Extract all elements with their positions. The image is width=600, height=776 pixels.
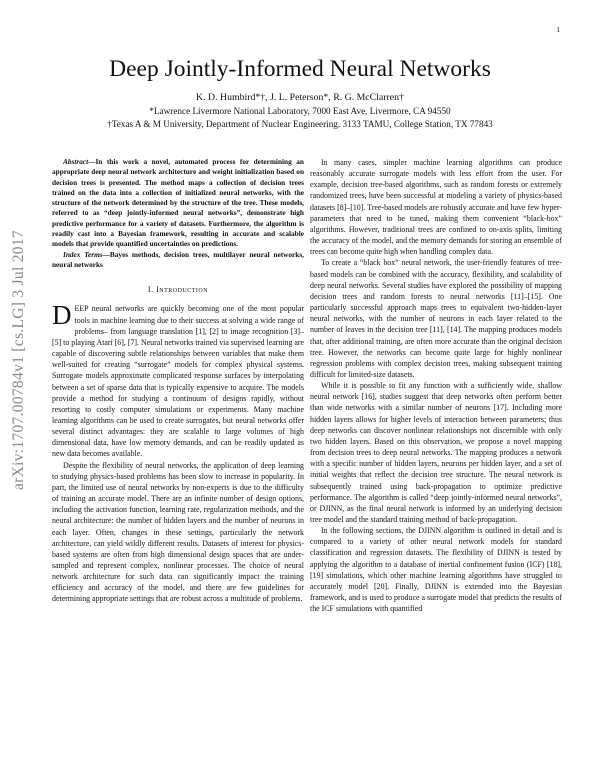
intro-paragraph-1-text: EEP neural networks are quickly becoming one of the most popular tools in machine learning due to their success at solving a wide range of problems– from language translation [1], [2] to image recognition [3]–[5] to playing Atari [6], [7]. Neural networks trained via supervised learning are capable of discovering subtle relationships between variables that make them well-suited for creating “surrogate” models for complex physical systems. Surrogate models approximate complicated response surfaces by interpolating between a set of sparse data that is typically expensive to acquire. The models provide a method for studying a continuum of designs rapidly, without resorting to costly computer simulations or experiments. Many machine learning algorithms can be used to create surrogates, but neural networks offer several distinct advantages: they are scalable to large volumes of high dimensional data, have low memory demands, and can be readily updated as new data becomes available. [52, 304, 304, 459]
right-paragraph-1: In many cases, simpler machine learning algorithms can produce reasonably accurate surrogate models with less effort from the user. For example, decision tree-based algorithms, such as random forests or extremely randomized trees, have been successful at modeling a variety of physics-based datasets [8]–[10]. Tree-based models are robustly accurate and have few hyper-parameters that need to be tuned, making them convenient “black-box” algorithms. However, traditional trees are confined to on-axis splits, limiting the accuracy of the model, and the memory demands for storing an ensemble of trees can become quite high when handling complex data. [310, 158, 562, 257]
right-paragraph-2: To create a “black box” neural network, the user-friendly features of tree-based models can be combined with the accuracy, flexibility, and scalability of deep neural networks. Several studies have explored the possibility of mapping decision trees and random forests to neural networks [11]–[15]. One particularly successful approach maps trees to equivalent two-hidden-layer neural networks, with the number of neurons in each layer related to the number of leaves in the decision tree [11], [14]. The mapping produces models that, after additional training, are often more accurate than the original decision tree. However, the networks can become quite large for highly nonlinear regression problems with complex decision trees, making subsequent training difficult for limited-size datasets. [310, 258, 562, 379]
intro-paragraph-2: Despite the flexibility of neural networks, the application of deep learning to studying physics-based problems has been slow to increase in popularity. In part, the limited use of neural networks by non-experts is due to the difficulty of training an accurate model. There are an infinite number of design options, including the activation function, learning rate, regularization methods, and the neural architecture: the number of hidden layers and the number of neurons in each layer. Often, changes in these settings, particularly the network architecture, can yield wildly different results. Datasets of interest for physics-based systems are often from high dimensional design spaces that are under-sampled and represent complex, nonlinear processes. The choice of neural network architecture for such data can significantly impact the training efficiency and accuracy of the model, and there are few guidelines for determining appropriate settings that are robust across a multitude of problems. [52, 460, 304, 604]
right-column [310, 157, 562, 614]
paper-title: Deep Jointly-Informed Neural Networks [109, 56, 491, 82]
section-heading-introduction: I. Introduction [147, 285, 209, 295]
affiliation-llnl: *Lawrence Livermore National Laboratory, 7000 East Ave, Livermore, CA 94550 [149, 106, 451, 116]
index-terms-text: —Bayes methods, decision trees, multilayer neural networks, neural networks [52, 249, 305, 269]
author-list: K. D. Humbird*†, J. L. Peterson*, R. G. McClarren† [196, 92, 404, 103]
abstract-text: —In this work a novel, automated process for determining an appropriate deep neural network architecture and weight initialization based on decision trees is presented. The method maps a collection of decision trees trained on the data into a collection of initialized neural networks, with the structure of the network determined by the structure of the tree. These models, referred to as “deep jointly-informed neural networks”, demonstrate high predictive performance for a variety of datasets. Furthermore, the algorithm is readily cast into a Bayesian framework, resulting in accurate and scalable models that provide quantified uncertainties on predictions. [52, 157, 304, 249]
drop-cap: D [52, 300, 72, 331]
abstract-label: Abstract [63, 157, 89, 166]
index-terms [52, 250, 304, 271]
right-paragraph-3: While it is possible to fit any function with a sufficiently wide, shallow neural network [16], studies suggest that deep networks often perform better than wide networks with a similar number of neurons [17]. Including more hidden layers allows for higher levels of interaction between parameters; thus deep networks can discover nonlinear relationships not discernible with only two hidden layers. Based on this observation, we propose a novel mapping from decision trees to deep neural networks. The mapping produces a network with a specific number of hidden layers, neurons per hidden layer, and a set of initial weights that reflect the decision tree structure. The neural network is subsequently trained using back-propagation to optimize predictive performance. The algorithm is called “deep jointly-informed neural networks”, or DJINN, as the final neural network is informed by an underlying decision tree model and the standard training method of back-propagation. [310, 381, 562, 524]
page-number: 1 [556, 25, 560, 34]
affiliation-tamu: †Texas A & M University, Department of Nuclear Engineering. 3133 TAMU, College Station, TX 77843 [107, 119, 493, 129]
index-terms-label: Index Terms [63, 249, 103, 259]
right-paragraph-4: In the following sections, the DJINN algorithm is outlined in detail and is compared to a variety of other neural network models for standard classification and regression datasets. The flexibility of DJINN is tested by applying the algorithm to a database of inertial confinement fusion (ICF) [18], [19] simulations, which other machine learning algorithms have struggled to accurately model [20]. Finally, DJINN is extended into the Bayesian framework, and is used to produce a surrogate model that predicts the results of the ICF simulations with quantified [310, 526, 562, 614]
intro-paragraph-1 [52, 300, 304, 459]
abstract [52, 157, 304, 250]
left-column [52, 157, 304, 605]
arxiv-identifier[interactable]: arXiv:1707.00784v1 [cs.LG] 3 Jul 2017 [10, 230, 27, 490]
